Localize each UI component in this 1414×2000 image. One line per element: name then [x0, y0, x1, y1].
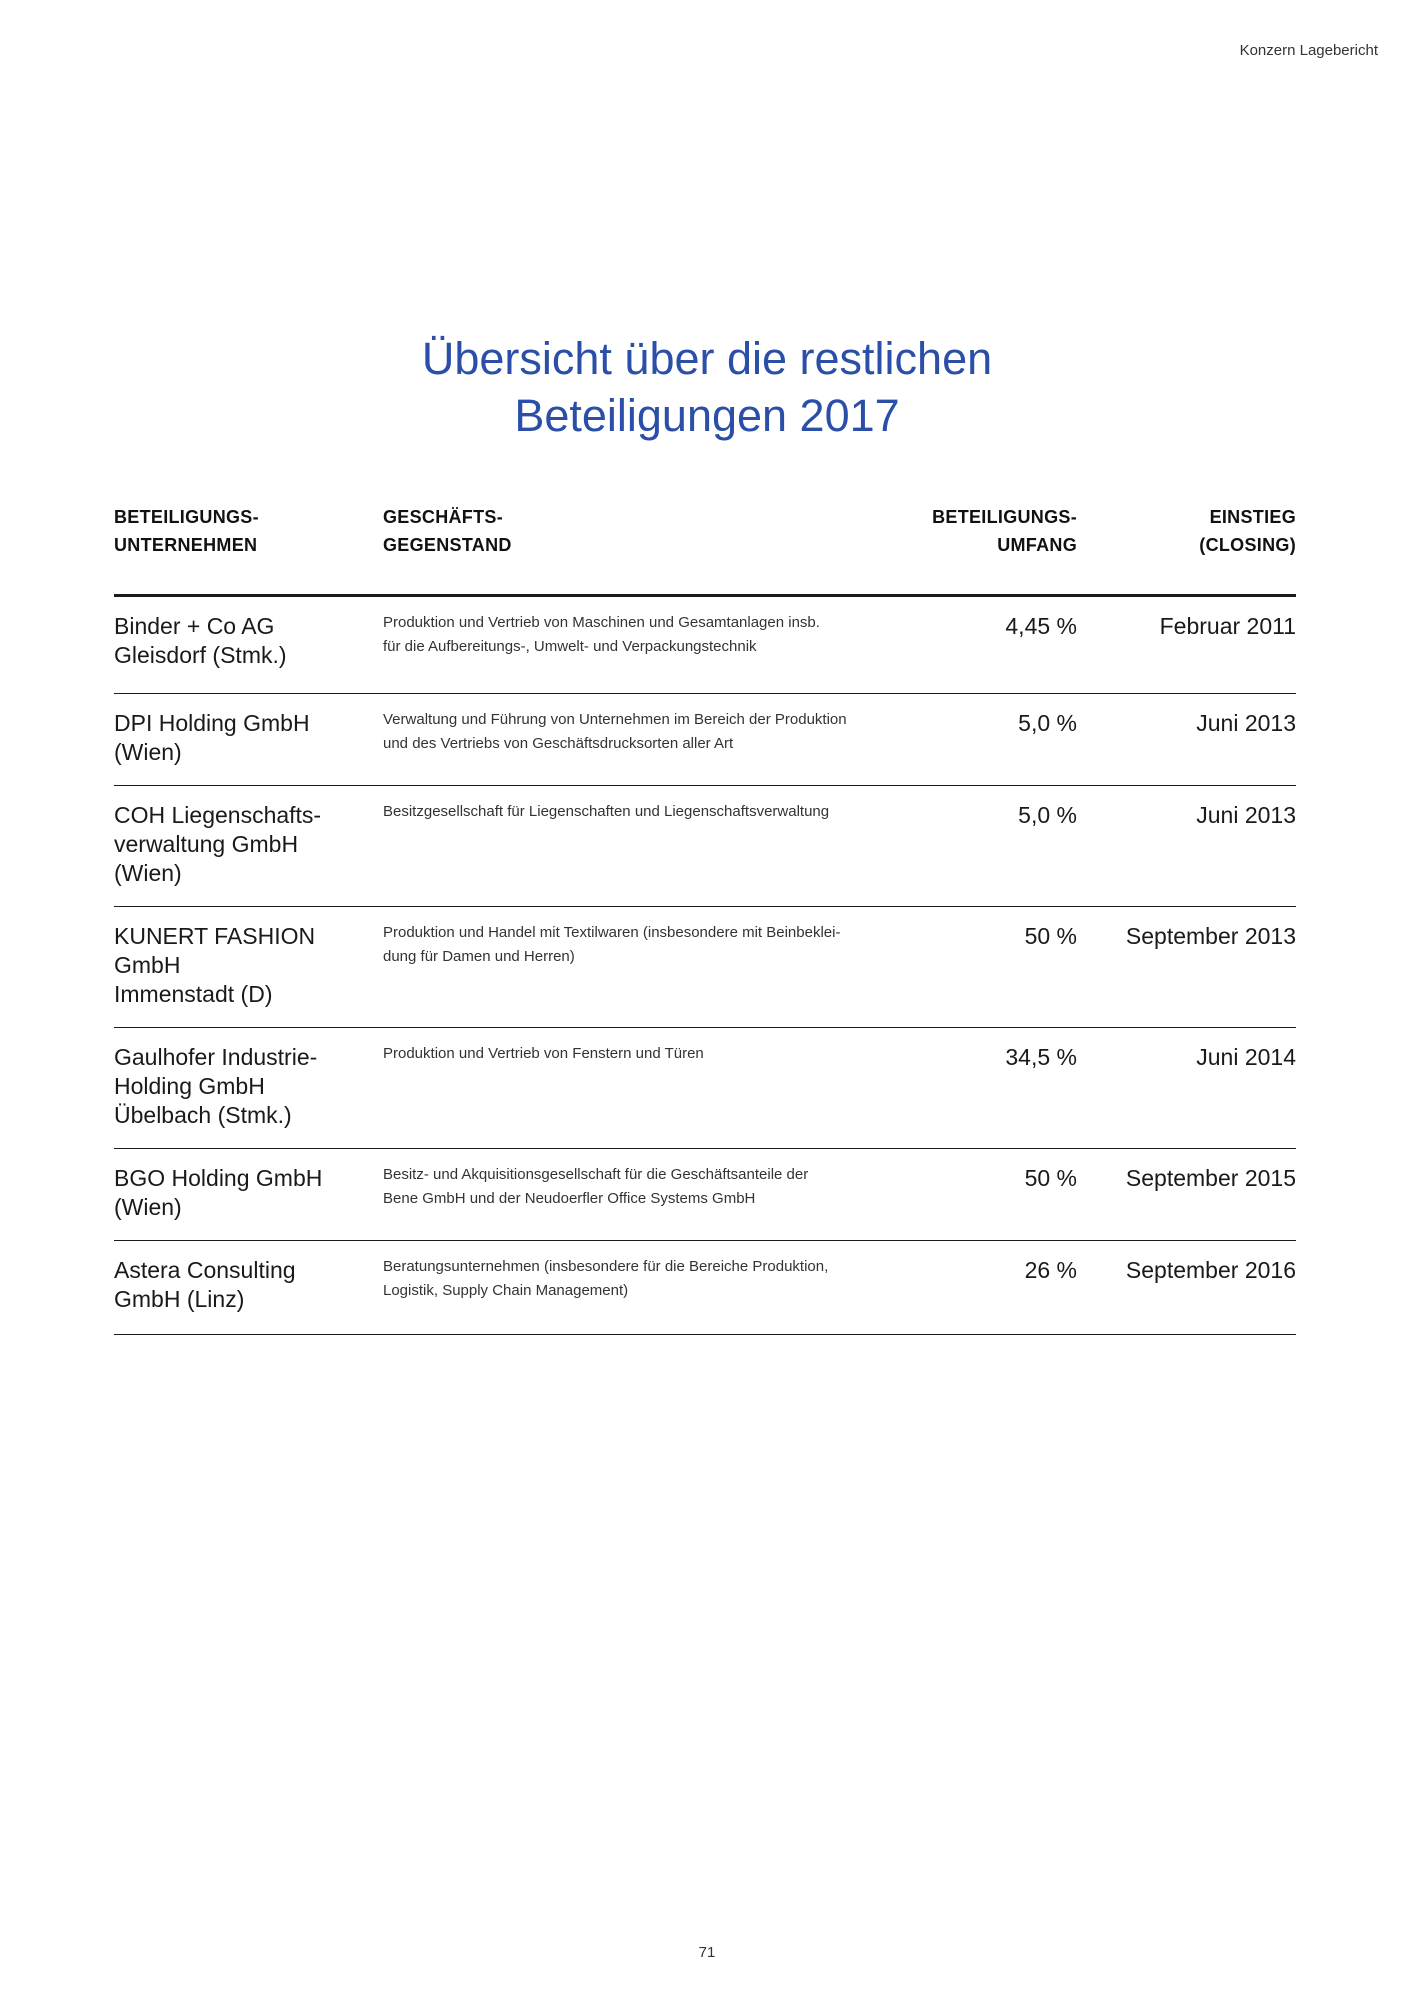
share-value: 50 % — [1024, 923, 1077, 949]
business-description: Verwaltung und Führung von Unternehmen im Bereich der Produktion und des Vertriebs von Geschäftsdrucksorten aller Art — [383, 711, 847, 752]
entry-date: Juni 2014 — [1196, 1044, 1296, 1070]
page-number: 71 — [698, 1944, 716, 1961]
page-title — [0, 330, 1414, 444]
entry-date: September 2016 — [1125, 1257, 1296, 1283]
header-business-line-2: GEGENSTAND — [383, 535, 512, 555]
holdings-table — [114, 498, 1296, 1335]
header-entry — [1096, 503, 1296, 559]
business-description: Besitzgesellschaft für Liegenschaften und Liegenschaftsverwaltung — [383, 803, 830, 820]
entry-date: September 2013 — [1125, 923, 1296, 949]
company-name: Gaulhofer Industrie- Holding GmbH Übelbach (Stmk.) — [114, 1044, 318, 1128]
share-value: 34,5 % — [1005, 1044, 1077, 1070]
header-company-line-1: BETEILIGUNGS- — [114, 507, 259, 527]
company-name: Binder + Co AG Gleisdorf (Stmk.) — [114, 613, 287, 668]
table-row — [114, 907, 1296, 1028]
table-row — [114, 1241, 1296, 1335]
business-description: Beratungsunternehmen (insbesondere für die Bereiche Produktion, Logistik, Supply Chain Management) — [383, 1258, 829, 1299]
company-name: COH Liegenschafts- verwaltung GmbH (Wien) — [114, 802, 322, 886]
running-header: Konzern Lagebericht — [1239, 42, 1378, 59]
company-name: Astera Consulting GmbH (Linz) — [114, 1257, 296, 1312]
page-title-line-1: Übersicht über die restlichen — [421, 333, 993, 384]
entry-date: Juni 2013 — [1196, 710, 1296, 736]
business-description: Produktion und Handel mit Textilwaren (insbesondere mit Beinbeklei- dung für Damen und Herren) — [383, 924, 841, 965]
header-company-line-2: UNTERNEHMEN — [114, 535, 258, 555]
entry-date: September 2015 — [1125, 1165, 1296, 1191]
entry-date: Februar 2011 — [1159, 613, 1296, 639]
table-row — [114, 1149, 1296, 1241]
header-business-line-1: GESCHÄFTS- — [383, 507, 503, 527]
share-value: 4,45 % — [1005, 613, 1077, 639]
header-entry-line-2: (CLOSING) — [1199, 535, 1296, 555]
company-name: BGO Holding GmbH (Wien) — [114, 1165, 323, 1220]
table-row — [114, 1028, 1296, 1149]
share-value: 50 % — [1024, 1165, 1077, 1191]
header-entry-line-1: EINSTIEG — [1209, 507, 1296, 527]
table-header — [114, 498, 1296, 597]
table-row — [114, 786, 1296, 907]
page-title-line-2: Beteiligungen 2017 — [514, 390, 900, 441]
share-value: 26 % — [1024, 1257, 1077, 1283]
company-name: KUNERT FASHION GmbH Immenstadt (D) — [114, 923, 316, 1007]
company-name: DPI Holding GmbH (Wien) — [114, 710, 310, 765]
entry-date: Juni 2013 — [1196, 802, 1296, 828]
header-business — [383, 503, 683, 559]
header-share — [857, 503, 1077, 559]
business-description: Produktion und Vertrieb von Fenstern und Türen — [383, 1045, 704, 1062]
share-value: 5,0 % — [1018, 802, 1077, 828]
table-row — [114, 694, 1296, 786]
header-share-line-2: UMFANG — [997, 535, 1077, 555]
business-description: Produktion und Vertrieb von Maschinen und Gesamtanlagen insb. für die Aufbereitungs-, Umwelt- und Verpackungstechnik — [383, 614, 820, 655]
header-share-line-1: BETEILIGUNGS- — [932, 507, 1077, 527]
table-row — [114, 597, 1296, 694]
share-value: 5,0 % — [1018, 710, 1077, 736]
header-company — [114, 503, 354, 559]
business-description: Besitz- und Akquisitionsgesellschaft für die Geschäftsanteile der Bene GmbH und der Neudoerfler Office Systems GmbH — [383, 1166, 809, 1207]
